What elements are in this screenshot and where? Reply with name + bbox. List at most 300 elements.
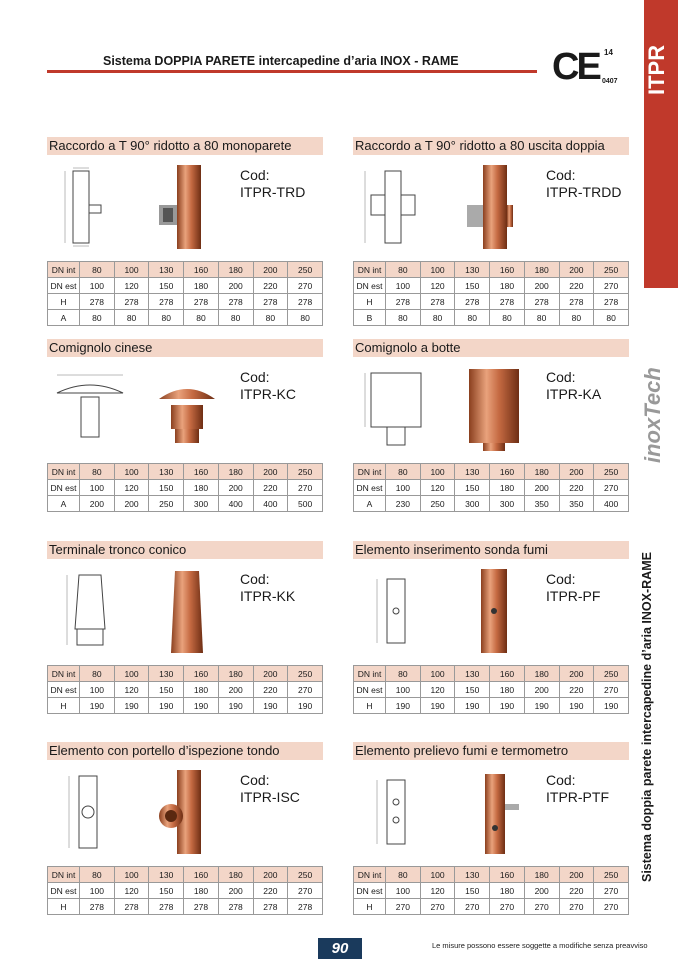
row-label: DN int [48, 666, 80, 682]
table-cell: 130 [149, 867, 184, 883]
table-cell: 278 [386, 294, 421, 310]
table-cell: 200 [524, 883, 559, 899]
table-cell: 160 [184, 464, 219, 480]
table-cell: 270 [288, 480, 323, 496]
row-label: DN est [354, 480, 386, 496]
table-cell: 220 [253, 883, 288, 899]
product-code-block [546, 571, 600, 605]
product-body [353, 559, 629, 659]
table-cell: 300 [490, 496, 525, 512]
table-cell: 100 [386, 278, 421, 294]
product-section [353, 742, 629, 912]
row-label: B [354, 310, 386, 326]
table-cell: 80 [386, 464, 421, 480]
product-code-block [240, 772, 300, 806]
product-body [353, 155, 629, 255]
table-cell: 278 [114, 899, 149, 915]
table-cell: 130 [455, 666, 490, 682]
table-cell: 278 [455, 294, 490, 310]
ce-certification-mark [552, 46, 618, 94]
table-cell: 190 [114, 698, 149, 714]
page-header-title: Sistema DOPPIA PARETE intercapedine d’aria INOX - RAME [103, 54, 459, 68]
table-cell: 278 [184, 294, 219, 310]
table-cell: 278 [594, 294, 629, 310]
product-section [47, 742, 323, 912]
product-code: ITPR-KK [240, 588, 296, 604]
table-cell: 150 [149, 480, 184, 496]
page-number: 90 [318, 938, 362, 959]
ce-superscript: 14 [604, 48, 613, 57]
product-code: ITPR-TRD [240, 184, 306, 200]
table-cell: 180 [490, 883, 525, 899]
table-cell: 200 [114, 496, 149, 512]
table-row [354, 278, 629, 294]
table-cell: 278 [80, 899, 115, 915]
table-cell: 190 [594, 698, 629, 714]
table-cell: 120 [114, 682, 149, 698]
table-row [48, 883, 323, 899]
row-label: H [48, 698, 80, 714]
technical-drawing [361, 770, 431, 854]
table-cell: 190 [218, 698, 253, 714]
table-cell: 80 [490, 310, 525, 326]
table-cell: 250 [288, 262, 323, 278]
table-cell: 270 [594, 278, 629, 294]
table-row [48, 310, 323, 326]
table-cell: 190 [184, 698, 219, 714]
table-cell: 130 [149, 464, 184, 480]
table-cell: 80 [386, 666, 421, 682]
table-cell: 190 [386, 698, 421, 714]
table-cell: 180 [184, 278, 219, 294]
table-cell: 350 [559, 496, 594, 512]
table-cell: 80 [420, 310, 455, 326]
table-cell: 130 [455, 464, 490, 480]
product-title: Elemento prelievo fumi e termometro [353, 742, 629, 760]
dimensions-table [353, 866, 629, 915]
row-label: DN int [354, 262, 386, 278]
table-cell: 190 [253, 698, 288, 714]
table-cell: 190 [559, 698, 594, 714]
technical-drawing [361, 165, 431, 249]
cod-label: Cod: [546, 772, 576, 788]
table-row [48, 294, 323, 310]
row-label: H [354, 294, 386, 310]
ce-logo: CE [552, 46, 599, 88]
technical-drawing [55, 165, 125, 249]
table-cell: 180 [524, 464, 559, 480]
product-code: ITPR-KA [546, 386, 602, 402]
table-cell: 220 [253, 278, 288, 294]
table-cell: 130 [455, 867, 490, 883]
table-cell: 150 [455, 278, 490, 294]
table-cell: 160 [184, 867, 219, 883]
table-cell: 270 [594, 883, 629, 899]
product-body [47, 760, 323, 860]
product-code: ITPR-ISC [240, 789, 300, 805]
table-cell: 200 [218, 883, 253, 899]
table-cell: 200 [218, 480, 253, 496]
table-cell: 80 [288, 310, 323, 326]
product-photo [463, 768, 523, 856]
table-cell: 180 [218, 262, 253, 278]
header-divider [47, 70, 537, 73]
table-cell: 120 [114, 883, 149, 899]
table-cell: 190 [524, 698, 559, 714]
table-cell: 200 [524, 480, 559, 496]
table-header-row [354, 262, 629, 278]
table-cell: 150 [455, 883, 490, 899]
row-label: DN est [354, 682, 386, 698]
table-cell: 500 [288, 496, 323, 512]
product-title: Raccordo a T 90° ridotto a 80 uscita doppia [353, 137, 629, 155]
table-cell: 100 [80, 682, 115, 698]
cod-label: Cod: [240, 571, 270, 587]
table-cell: 270 [594, 682, 629, 698]
row-label: DN int [354, 464, 386, 480]
row-label: DN int [48, 262, 80, 278]
table-cell: 400 [594, 496, 629, 512]
cod-label: Cod: [240, 369, 270, 385]
table-cell: 270 [594, 899, 629, 915]
product-section [353, 137, 629, 323]
table-cell: 250 [594, 867, 629, 883]
row-label: A [354, 496, 386, 512]
product-body [353, 357, 629, 457]
product-body [47, 357, 323, 457]
product-photo [463, 365, 523, 453]
table-cell: 270 [524, 899, 559, 915]
technical-drawing [55, 569, 125, 653]
table-cell: 80 [386, 310, 421, 326]
table-cell: 200 [559, 666, 594, 682]
dimensions-table [353, 665, 629, 714]
table-cell: 100 [420, 666, 455, 682]
product-body [47, 155, 323, 255]
table-row [354, 682, 629, 698]
table-cell: 270 [288, 883, 323, 899]
table-cell: 220 [559, 883, 594, 899]
row-label: DN int [354, 867, 386, 883]
table-cell: 278 [149, 294, 184, 310]
table-cell: 200 [559, 867, 594, 883]
table-row [354, 496, 629, 512]
dimensions-table [47, 866, 323, 915]
product-code-block [546, 772, 609, 806]
row-label: DN est [354, 278, 386, 294]
table-cell: 400 [218, 496, 253, 512]
table-cell: 250 [420, 496, 455, 512]
table-cell: 80 [114, 310, 149, 326]
table-row [354, 310, 629, 326]
table-cell: 80 [455, 310, 490, 326]
product-title: Raccordo a T 90° ridotto a 80 monoparete [47, 137, 323, 155]
table-cell: 270 [288, 682, 323, 698]
table-cell: 100 [80, 883, 115, 899]
row-label: DN int [48, 867, 80, 883]
table-cell: 300 [184, 496, 219, 512]
table-cell: 180 [184, 883, 219, 899]
side-tab-label: ITPR [644, 44, 669, 96]
side-system-text: Sistema doppia parete intercapedine d’aria INOX-RAME [640, 552, 654, 883]
table-cell: 190 [149, 698, 184, 714]
product-code-block [240, 369, 296, 403]
table-row [48, 698, 323, 714]
ce-subscript: 0407 [602, 78, 618, 85]
product-photo [157, 768, 217, 856]
technical-drawing [361, 569, 431, 653]
table-cell: 278 [490, 294, 525, 310]
table-cell: 220 [253, 682, 288, 698]
table-cell: 190 [490, 698, 525, 714]
table-cell: 130 [149, 262, 184, 278]
product-code-block [546, 369, 601, 403]
table-cell: 278 [524, 294, 559, 310]
table-cell: 190 [288, 698, 323, 714]
table-cell: 220 [559, 682, 594, 698]
table-cell: 190 [455, 698, 490, 714]
product-code: ITPR-PF [546, 588, 601, 604]
product-code-block [240, 167, 305, 201]
table-cell: 278 [149, 899, 184, 915]
table-cell: 250 [149, 496, 184, 512]
table-cell: 200 [253, 867, 288, 883]
table-cell: 160 [184, 262, 219, 278]
table-cell: 100 [114, 867, 149, 883]
table-cell: 180 [490, 480, 525, 496]
dimensions-table [47, 261, 323, 326]
table-cell: 160 [490, 867, 525, 883]
table-cell: 200 [559, 464, 594, 480]
table-cell: 278 [253, 294, 288, 310]
table-cell: 150 [149, 278, 184, 294]
product-photo [157, 163, 217, 251]
brand-logo: inoxTech [640, 367, 665, 463]
table-cell: 100 [114, 666, 149, 682]
table-cell: 270 [386, 899, 421, 915]
table-cell: 100 [386, 883, 421, 899]
row-label: H [48, 294, 80, 310]
product-section [353, 541, 629, 711]
table-cell: 160 [490, 464, 525, 480]
row-label: DN est [48, 883, 80, 899]
row-label: H [354, 698, 386, 714]
table-cell: 270 [455, 899, 490, 915]
table-cell: 100 [420, 262, 455, 278]
table-cell: 180 [184, 480, 219, 496]
table-cell: 80 [594, 310, 629, 326]
table-cell: 130 [455, 262, 490, 278]
table-cell: 180 [218, 464, 253, 480]
product-section [47, 339, 323, 509]
table-cell: 100 [114, 262, 149, 278]
table-cell: 80 [559, 310, 594, 326]
dimensions-table [353, 261, 629, 326]
table-cell: 150 [149, 682, 184, 698]
product-code: ITPR-PTF [546, 789, 609, 805]
product-code: ITPR-TRDD [546, 184, 622, 200]
product-body [47, 559, 323, 659]
row-label: DN est [48, 682, 80, 698]
table-row [354, 899, 629, 915]
table-row [48, 899, 323, 915]
product-code-block [546, 167, 621, 201]
table-cell: 80 [149, 310, 184, 326]
table-cell: 190 [420, 698, 455, 714]
table-cell: 180 [524, 262, 559, 278]
table-cell: 80 [80, 310, 115, 326]
table-cell: 278 [420, 294, 455, 310]
row-label: A [48, 310, 80, 326]
table-cell: 160 [184, 666, 219, 682]
cod-label: Cod: [546, 571, 576, 587]
table-cell: 250 [288, 666, 323, 682]
table-cell: 80 [386, 867, 421, 883]
row-label: DN est [354, 883, 386, 899]
table-cell: 278 [288, 294, 323, 310]
table-cell: 180 [184, 682, 219, 698]
row-label: DN est [48, 278, 80, 294]
product-title: Comignolo cinese [47, 339, 323, 357]
table-cell: 80 [524, 310, 559, 326]
cod-label: Cod: [240, 772, 270, 788]
table-cell: 160 [490, 666, 525, 682]
table-cell: 200 [253, 262, 288, 278]
table-cell: 120 [114, 480, 149, 496]
table-cell: 120 [114, 278, 149, 294]
table-cell: 180 [490, 682, 525, 698]
dimensions-table [353, 463, 629, 512]
table-cell: 100 [386, 682, 421, 698]
cod-label: Cod: [546, 167, 576, 183]
table-header-row [48, 666, 323, 682]
table-cell: 250 [594, 262, 629, 278]
table-cell: 230 [386, 496, 421, 512]
product-code-block [240, 571, 295, 605]
table-cell: 278 [253, 899, 288, 915]
table-cell: 250 [288, 867, 323, 883]
table-cell: 180 [524, 666, 559, 682]
table-cell: 200 [524, 682, 559, 698]
table-cell: 200 [218, 682, 253, 698]
table-row [48, 496, 323, 512]
table-cell: 80 [218, 310, 253, 326]
product-title: Terminale tronco conico [47, 541, 323, 559]
table-cell: 120 [420, 278, 455, 294]
table-cell: 250 [594, 666, 629, 682]
footer-note: Le misure possono essere soggette a modifiche senza preavviso [432, 941, 648, 950]
table-cell: 100 [420, 464, 455, 480]
cod-label: Cod: [546, 369, 576, 385]
table-cell: 200 [559, 262, 594, 278]
table-row [48, 682, 323, 698]
table-cell: 200 [253, 666, 288, 682]
table-cell: 100 [386, 480, 421, 496]
product-photo [463, 567, 523, 655]
product-title: Elemento inserimento sonda fumi [353, 541, 629, 559]
table-cell: 400 [253, 496, 288, 512]
dimensions-table [47, 665, 323, 714]
table-header-row [354, 867, 629, 883]
row-label: DN int [354, 666, 386, 682]
table-cell: 200 [218, 278, 253, 294]
product-photo [157, 365, 217, 453]
table-header-row [48, 867, 323, 883]
table-row [354, 698, 629, 714]
table-cell: 120 [420, 883, 455, 899]
table-cell: 180 [218, 666, 253, 682]
table-cell: 278 [218, 899, 253, 915]
row-label: DN est [48, 480, 80, 496]
table-cell: 180 [218, 867, 253, 883]
table-cell: 278 [114, 294, 149, 310]
table-cell: 250 [288, 464, 323, 480]
row-label: H [354, 899, 386, 915]
product-body [353, 760, 629, 860]
table-cell: 200 [80, 496, 115, 512]
row-label: A [48, 496, 80, 512]
product-photo [463, 163, 523, 251]
cod-label: Cod: [240, 167, 270, 183]
table-cell: 120 [420, 682, 455, 698]
row-label: H [48, 899, 80, 915]
table-cell: 120 [420, 480, 455, 496]
table-cell: 180 [524, 867, 559, 883]
product-photo [157, 567, 217, 655]
table-cell: 190 [80, 698, 115, 714]
table-cell: 100 [420, 867, 455, 883]
table-row [354, 294, 629, 310]
table-cell: 80 [80, 262, 115, 278]
table-cell: 278 [218, 294, 253, 310]
table-header-row [354, 464, 629, 480]
table-cell: 80 [253, 310, 288, 326]
table-cell: 160 [490, 262, 525, 278]
table-cell: 278 [288, 899, 323, 915]
table-header-row [48, 262, 323, 278]
dimensions-table [47, 463, 323, 512]
table-cell: 130 [149, 666, 184, 682]
product-title: Elemento con portello d’ispezione tondo [47, 742, 323, 760]
table-cell: 80 [80, 867, 115, 883]
table-row [48, 480, 323, 496]
table-cell: 80 [80, 666, 115, 682]
table-cell: 278 [559, 294, 594, 310]
table-cell: 270 [288, 278, 323, 294]
table-cell: 100 [80, 480, 115, 496]
product-section [47, 137, 323, 323]
table-cell: 80 [184, 310, 219, 326]
table-row [48, 278, 323, 294]
table-row [354, 480, 629, 496]
table-row [354, 883, 629, 899]
table-cell: 150 [455, 682, 490, 698]
table-cell: 100 [114, 464, 149, 480]
table-cell: 200 [524, 278, 559, 294]
table-cell: 270 [594, 480, 629, 496]
table-cell: 270 [559, 899, 594, 915]
table-header-row [354, 666, 629, 682]
technical-drawing [55, 367, 125, 451]
table-cell: 278 [80, 294, 115, 310]
table-cell: 200 [253, 464, 288, 480]
table-cell: 150 [455, 480, 490, 496]
technical-drawing [55, 770, 125, 854]
table-cell: 150 [149, 883, 184, 899]
table-cell: 100 [80, 278, 115, 294]
table-cell: 220 [559, 480, 594, 496]
product-title: Comignolo a botte [353, 339, 629, 357]
